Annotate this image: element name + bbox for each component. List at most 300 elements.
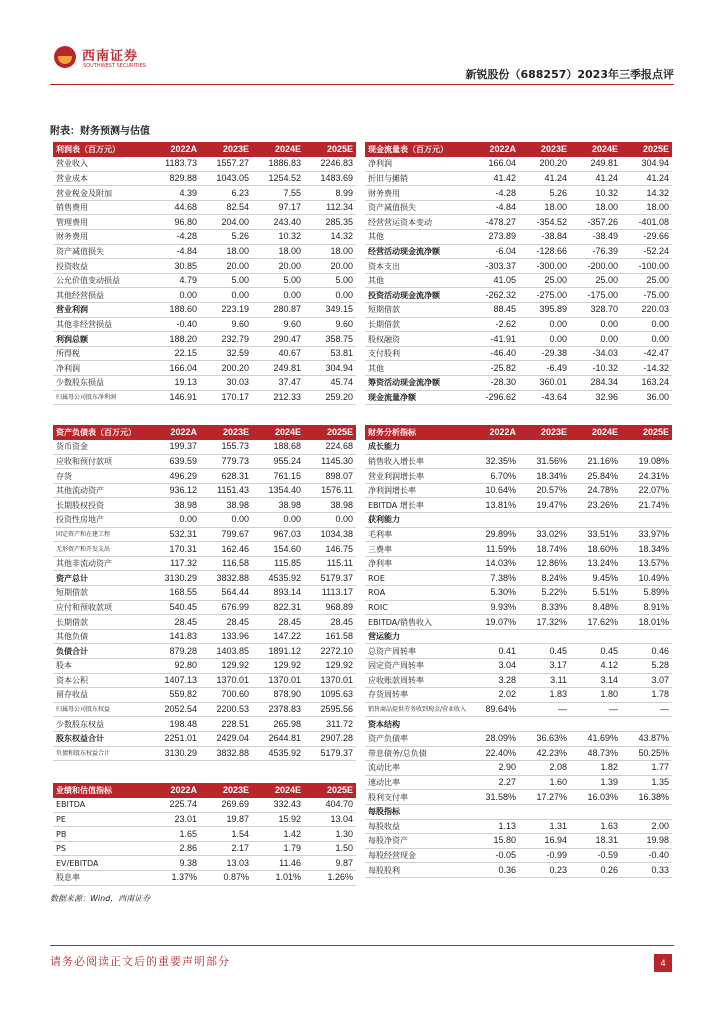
value-cell: 146.75 [304, 542, 356, 557]
appendix-title: 附表：财务预测与估值 [50, 126, 150, 137]
value-cell: 19.13 [148, 376, 200, 391]
logo-emblem-icon [54, 46, 76, 68]
table-row [53, 812, 356, 827]
row-label: 投资性房地产 [53, 513, 148, 528]
value-cell [519, 440, 570, 455]
value-cell [468, 804, 519, 819]
table-row [365, 848, 672, 863]
value-cell: 1.82 [570, 761, 621, 776]
value-cell: 11.59% [468, 542, 519, 557]
table-row [53, 717, 356, 732]
value-cell: 2907.28 [304, 731, 356, 746]
value-cell: 968.89 [304, 600, 356, 615]
table-row [53, 644, 356, 659]
value-cell: 829.88 [148, 171, 200, 186]
data-source-note: 数据来源：Wind，西南证券 [50, 894, 151, 903]
table-row [53, 841, 356, 856]
value-cell: 404.70 [304, 798, 356, 813]
value-cell: 0.36 [468, 863, 519, 878]
value-cell: 1.26% [304, 871, 356, 886]
value-cell: 41.24 [570, 171, 621, 186]
table-row [53, 659, 356, 674]
value-cell: 129.92 [252, 659, 304, 674]
row-label: 股本 [53, 659, 148, 674]
value-cell: 82.54 [200, 200, 252, 215]
table-row [365, 644, 672, 659]
row-label: 每股净资产 [365, 834, 468, 849]
row-label: 经营营运资本变动 [365, 215, 468, 230]
value-cell: 5.26 [519, 186, 570, 201]
value-cell: 273.89 [468, 230, 519, 245]
row-label: 每股经营现金 [365, 848, 468, 863]
table-header-row [365, 425, 672, 440]
row-label: 支付股利 [365, 346, 468, 361]
value-cell: 18.01% [621, 615, 672, 630]
value-cell: 199.37 [148, 440, 200, 455]
report-title: 新锐股份（688257）2023年三季报点评 [465, 68, 674, 81]
row-label: 营业成本 [53, 171, 148, 186]
value-cell: 17.62% [570, 615, 621, 630]
value-cell: 30.03 [200, 376, 252, 391]
value-cell: 115.85 [252, 556, 304, 571]
value-cell: 42.23% [519, 746, 570, 761]
value-cell: 36.63% [519, 731, 570, 746]
value-cell: 0.00 [519, 317, 570, 332]
value-cell: 92.80 [148, 659, 200, 674]
row-label: 成长能力 [365, 440, 468, 455]
value-cell: -175.00 [570, 288, 621, 303]
table-row [365, 171, 672, 186]
value-cell: 0.46 [621, 644, 672, 659]
value-cell: 9.87 [304, 856, 356, 871]
value-cell: 1254.52 [252, 171, 304, 186]
value-cell: 1370.01 [304, 673, 356, 688]
table-row [365, 542, 672, 557]
value-cell: 16.94 [519, 834, 570, 849]
value-cell: -25.82 [468, 361, 519, 376]
row-label: 应收和预付款项 [53, 454, 148, 469]
value-cell: -0.59 [570, 848, 621, 863]
value-cell: 700.60 [200, 688, 252, 703]
year-header: 2022A [468, 142, 519, 157]
value-cell: 1370.01 [200, 673, 252, 688]
value-cell: 304.94 [621, 157, 672, 172]
value-cell: 1043.05 [200, 171, 252, 186]
row-label: 存货周转率 [365, 688, 468, 703]
row-label: 营业税金及附加 [53, 186, 148, 201]
value-cell: 17.32% [519, 615, 570, 630]
value-cell: 1.42 [252, 827, 304, 842]
value-cell: 32.96 [570, 390, 621, 405]
row-label: 应付和预收款项 [53, 600, 148, 615]
value-cell: -262.32 [468, 288, 519, 303]
row-label: 归属母公司股东净利润 [53, 390, 148, 405]
value-cell [519, 629, 570, 644]
section-header-row [365, 804, 672, 819]
value-cell: 1354.40 [252, 483, 304, 498]
value-cell: 2246.83 [304, 157, 356, 172]
value-cell: 1370.01 [252, 673, 304, 688]
year-header: 2025E [304, 142, 356, 157]
year-header: 2025E [304, 783, 356, 798]
table-row [365, 303, 672, 318]
table-row [53, 556, 356, 571]
value-cell: 18.60% [570, 542, 621, 557]
value-cell: 32.35% [468, 454, 519, 469]
value-cell: 779.73 [200, 454, 252, 469]
value-cell: 44.68 [148, 200, 200, 215]
value-cell [570, 629, 621, 644]
table-row [365, 317, 672, 332]
value-cell: 18.74% [519, 542, 570, 557]
value-cell: 168.55 [148, 586, 200, 601]
value-cell: 24.78% [570, 483, 621, 498]
value-cell: 265.98 [252, 717, 304, 732]
value-cell: 32.59 [200, 346, 252, 361]
value-cell: 1576.11 [304, 483, 356, 498]
table-row [53, 454, 356, 469]
value-cell: 0.00 [570, 332, 621, 347]
value-cell: 2.86 [148, 841, 200, 856]
table-row [365, 454, 672, 469]
row-label: 其他流动资产 [53, 483, 148, 498]
value-cell: 5.00 [304, 273, 356, 288]
value-cell: 1557.27 [200, 157, 252, 172]
value-cell: 1151.43 [200, 483, 252, 498]
row-label: 货币资金 [53, 440, 148, 455]
row-label: 留存收益 [53, 688, 148, 703]
row-label: 投资收益 [53, 259, 148, 274]
value-cell: 3832.88 [200, 571, 252, 586]
table-row [53, 527, 356, 542]
value-cell: 5.26 [200, 230, 252, 245]
value-cell: 22.40% [468, 746, 519, 761]
value-cell: 28.45 [200, 615, 252, 630]
value-cell: 540.45 [148, 600, 200, 615]
year-header: 2023E [519, 142, 570, 157]
value-cell: 8.33% [519, 600, 570, 615]
value-cell: 559.82 [148, 688, 200, 703]
value-cell: 24.31% [621, 469, 672, 484]
row-label: 净利率 [365, 556, 468, 571]
table-row [365, 688, 672, 703]
value-cell: 0.00 [148, 288, 200, 303]
value-cell: 1095.63 [304, 688, 356, 703]
financial-ratios-table [365, 425, 672, 878]
value-cell: 48.73% [570, 746, 621, 761]
value-cell: -29.38 [519, 346, 570, 361]
row-label: 净利润 [365, 157, 468, 172]
value-cell [570, 804, 621, 819]
value-cell: 1.50 [304, 841, 356, 856]
value-cell: 7.55 [252, 186, 304, 201]
value-cell: 10.64% [468, 483, 519, 498]
table-row [365, 586, 672, 601]
value-cell: 9.60 [304, 317, 356, 332]
table-row [53, 273, 356, 288]
row-label: 固定资产周转率 [365, 659, 468, 674]
value-cell: 5.22% [519, 586, 570, 601]
row-label: 无形资产和开发支出 [53, 542, 148, 557]
value-cell: 147.22 [252, 629, 304, 644]
value-cell: 16.38% [621, 790, 672, 805]
table-row [53, 731, 356, 746]
table-title: 业绩和估值指标 [53, 783, 148, 798]
value-cell: 1.77 [621, 761, 672, 776]
table-row [53, 390, 356, 405]
value-cell: 532.31 [148, 527, 200, 542]
value-cell: 41.69% [570, 731, 621, 746]
value-cell: 18.00 [621, 200, 672, 215]
value-cell: 3.11 [519, 673, 570, 688]
value-cell: 10.49% [621, 571, 672, 586]
value-cell: 0.26 [570, 863, 621, 878]
table-row [53, 871, 356, 886]
table-row [365, 746, 672, 761]
value-cell: 18.34% [621, 542, 672, 557]
value-cell: -42.47 [621, 346, 672, 361]
table-row [365, 157, 672, 172]
value-cell: 29.89% [468, 527, 519, 542]
row-label: 经营活动现金流净额 [365, 244, 468, 259]
value-cell: -75.00 [621, 288, 672, 303]
value-cell: 8.48% [570, 600, 621, 615]
value-cell: 133.96 [200, 629, 252, 644]
value-cell: 0.41 [468, 644, 519, 659]
value-cell: 1.79 [252, 841, 304, 856]
value-cell: 0.00 [621, 317, 672, 332]
row-label: PE [53, 812, 148, 827]
row-label: 所得税 [53, 346, 148, 361]
row-label: 速动比率 [365, 775, 468, 790]
value-cell: -0.05 [468, 848, 519, 863]
row-label: 营业收入 [53, 157, 148, 172]
row-label: 短期借款 [53, 586, 148, 601]
year-header: 2024E [252, 425, 304, 440]
value-cell: 117.32 [148, 556, 200, 571]
table-row [53, 571, 356, 586]
value-cell: 2.90 [468, 761, 519, 776]
value-cell [468, 629, 519, 644]
table-row [53, 440, 356, 455]
row-label: 筹资活动现金流净额 [365, 376, 468, 391]
value-cell: 8.99 [304, 186, 356, 201]
table-title: 财务分析指标 [365, 425, 468, 440]
table-row [365, 288, 672, 303]
value-cell: 1.01% [252, 871, 304, 886]
table-title: 资产负债表（百万元） [53, 425, 148, 440]
value-cell: 1.30 [304, 827, 356, 842]
value-cell: 30.85 [148, 259, 200, 274]
table-row [53, 586, 356, 601]
row-label: 短期借款 [365, 303, 468, 318]
value-cell: 3130.29 [148, 746, 200, 761]
value-cell: 5.51% [570, 586, 621, 601]
value-cell: 223.19 [200, 303, 252, 318]
year-header: 2025E [621, 425, 672, 440]
row-label: 利润总额 [53, 332, 148, 347]
value-cell: 33.02% [519, 527, 570, 542]
year-header: 2024E [252, 783, 304, 798]
row-label: 每股指标 [365, 804, 468, 819]
value-cell: -401.08 [621, 215, 672, 230]
value-cell: 10.32 [570, 186, 621, 201]
value-cell: 2378.83 [252, 702, 304, 717]
value-cell: 395.89 [519, 303, 570, 318]
value-cell: — [570, 702, 621, 717]
value-cell [621, 717, 672, 732]
table-row [53, 542, 356, 557]
value-cell [468, 440, 519, 455]
year-header: 2024E [570, 142, 621, 157]
value-cell: 13.03 [200, 856, 252, 871]
value-cell: -34.03 [570, 346, 621, 361]
table-row [365, 376, 672, 391]
value-cell [468, 717, 519, 732]
row-label: 营业利润增长率 [365, 469, 468, 484]
row-label: 股利支付率 [365, 790, 468, 805]
value-cell: 14.32 [621, 186, 672, 201]
value-cell: 0.00 [148, 513, 200, 528]
table-title: 现金流量表（百万元） [365, 142, 468, 157]
value-cell: 3130.29 [148, 571, 200, 586]
logo-text-en: SOUTHWEST SECURITIES [83, 63, 146, 69]
value-cell: 1891.12 [252, 644, 304, 659]
value-cell: 200.20 [519, 157, 570, 172]
year-header: 2022A [468, 425, 519, 440]
value-cell: 38.98 [148, 498, 200, 513]
row-label: 其他负债 [53, 629, 148, 644]
table-header-row [53, 142, 356, 157]
row-label: 股息率 [53, 871, 148, 886]
value-cell: 97.17 [252, 200, 304, 215]
value-cell: 1.63 [570, 819, 621, 834]
value-cell: 3.07 [621, 673, 672, 688]
income-statement-table [53, 142, 356, 405]
value-cell: 1.78 [621, 688, 672, 703]
value-cell: -303.37 [468, 259, 519, 274]
value-cell: 41.42 [468, 171, 519, 186]
value-cell: 893.14 [252, 586, 304, 601]
value-cell: 349.15 [304, 303, 356, 318]
value-cell: 799.67 [200, 527, 252, 542]
value-cell: -100.00 [621, 259, 672, 274]
value-cell: -46.40 [468, 346, 519, 361]
value-cell: — [519, 702, 570, 717]
value-cell: 1034.38 [304, 527, 356, 542]
value-cell: 22.15 [148, 346, 200, 361]
table-row [53, 244, 356, 259]
value-cell: -29.66 [621, 230, 672, 245]
value-cell: 18.00 [519, 200, 570, 215]
value-cell: 9.93% [468, 600, 519, 615]
table-row [53, 629, 356, 644]
row-label: 公允价值变动损益 [53, 273, 148, 288]
row-label: 销售费用 [53, 200, 148, 215]
row-label: 其他非流动资产 [53, 556, 148, 571]
value-cell: -76.39 [570, 244, 621, 259]
value-cell: -28.30 [468, 376, 519, 391]
value-cell: 639.59 [148, 454, 200, 469]
value-cell: 13.57% [621, 556, 672, 571]
value-cell: 360.01 [519, 376, 570, 391]
value-cell: 6.70% [468, 469, 519, 484]
row-label: 其他 [365, 273, 468, 288]
value-cell: 1.37% [148, 871, 200, 886]
table-row [53, 856, 356, 871]
value-cell: 112.34 [304, 200, 356, 215]
row-label: 流动比率 [365, 761, 468, 776]
value-cell: 162.46 [200, 542, 252, 557]
value-cell: 3.17 [519, 659, 570, 674]
value-cell: 628.31 [200, 469, 252, 484]
value-cell: 0.00 [621, 332, 672, 347]
value-cell [468, 513, 519, 528]
value-cell [519, 717, 570, 732]
header-divider [50, 84, 674, 85]
value-cell: 20.00 [200, 259, 252, 274]
value-cell: 23.26% [570, 498, 621, 513]
table-row [53, 673, 356, 688]
value-cell: 40.67 [252, 346, 304, 361]
value-cell: 2.27 [468, 775, 519, 790]
value-cell [621, 440, 672, 455]
value-cell: -38.84 [519, 230, 570, 245]
row-label: 应收账款周转率 [365, 673, 468, 688]
row-label: 资产减值损失 [365, 200, 468, 215]
value-cell: 14.03% [468, 556, 519, 571]
balance-sheet-table [53, 425, 356, 761]
value-cell: 25.00 [519, 273, 570, 288]
value-cell: -0.99 [519, 848, 570, 863]
value-cell: -0.40 [621, 848, 672, 863]
row-label: 每股收益 [365, 819, 468, 834]
value-cell: 8.24% [519, 571, 570, 586]
value-cell: 20.00 [252, 259, 304, 274]
value-cell: 13.81% [468, 498, 519, 513]
value-cell: 358.75 [304, 332, 356, 347]
value-cell: 204.00 [200, 215, 252, 230]
value-cell: 0.00 [570, 317, 621, 332]
table-title: 利润表（百万元） [53, 142, 148, 157]
row-label: PS [53, 841, 148, 856]
value-cell: 0.00 [519, 332, 570, 347]
value-cell: 1.13 [468, 819, 519, 834]
table-row [365, 200, 672, 215]
row-label: 资产减值损失 [53, 244, 148, 259]
value-cell: 170.31 [148, 542, 200, 557]
table-row [365, 556, 672, 571]
value-cell: -52.24 [621, 244, 672, 259]
disclaimer-notice: 请务必阅读正文后的重要声明部分 [50, 955, 230, 968]
valuation-table [53, 783, 356, 886]
year-header: 2022A [148, 783, 200, 798]
value-cell: -4.84 [468, 200, 519, 215]
value-cell: 19.47% [519, 498, 570, 513]
value-cell: 5.00 [252, 273, 304, 288]
table-row [53, 346, 356, 361]
value-cell: 8.91% [621, 600, 672, 615]
value-cell: -4.28 [468, 186, 519, 201]
value-cell: -275.00 [519, 288, 570, 303]
row-label: 其他 [365, 230, 468, 245]
table-row [365, 483, 672, 498]
year-header: 2024E [570, 425, 621, 440]
value-cell: 249.81 [570, 157, 621, 172]
value-cell: 6.23 [200, 186, 252, 201]
value-cell: 15.80 [468, 834, 519, 849]
table-header-row [365, 142, 672, 157]
